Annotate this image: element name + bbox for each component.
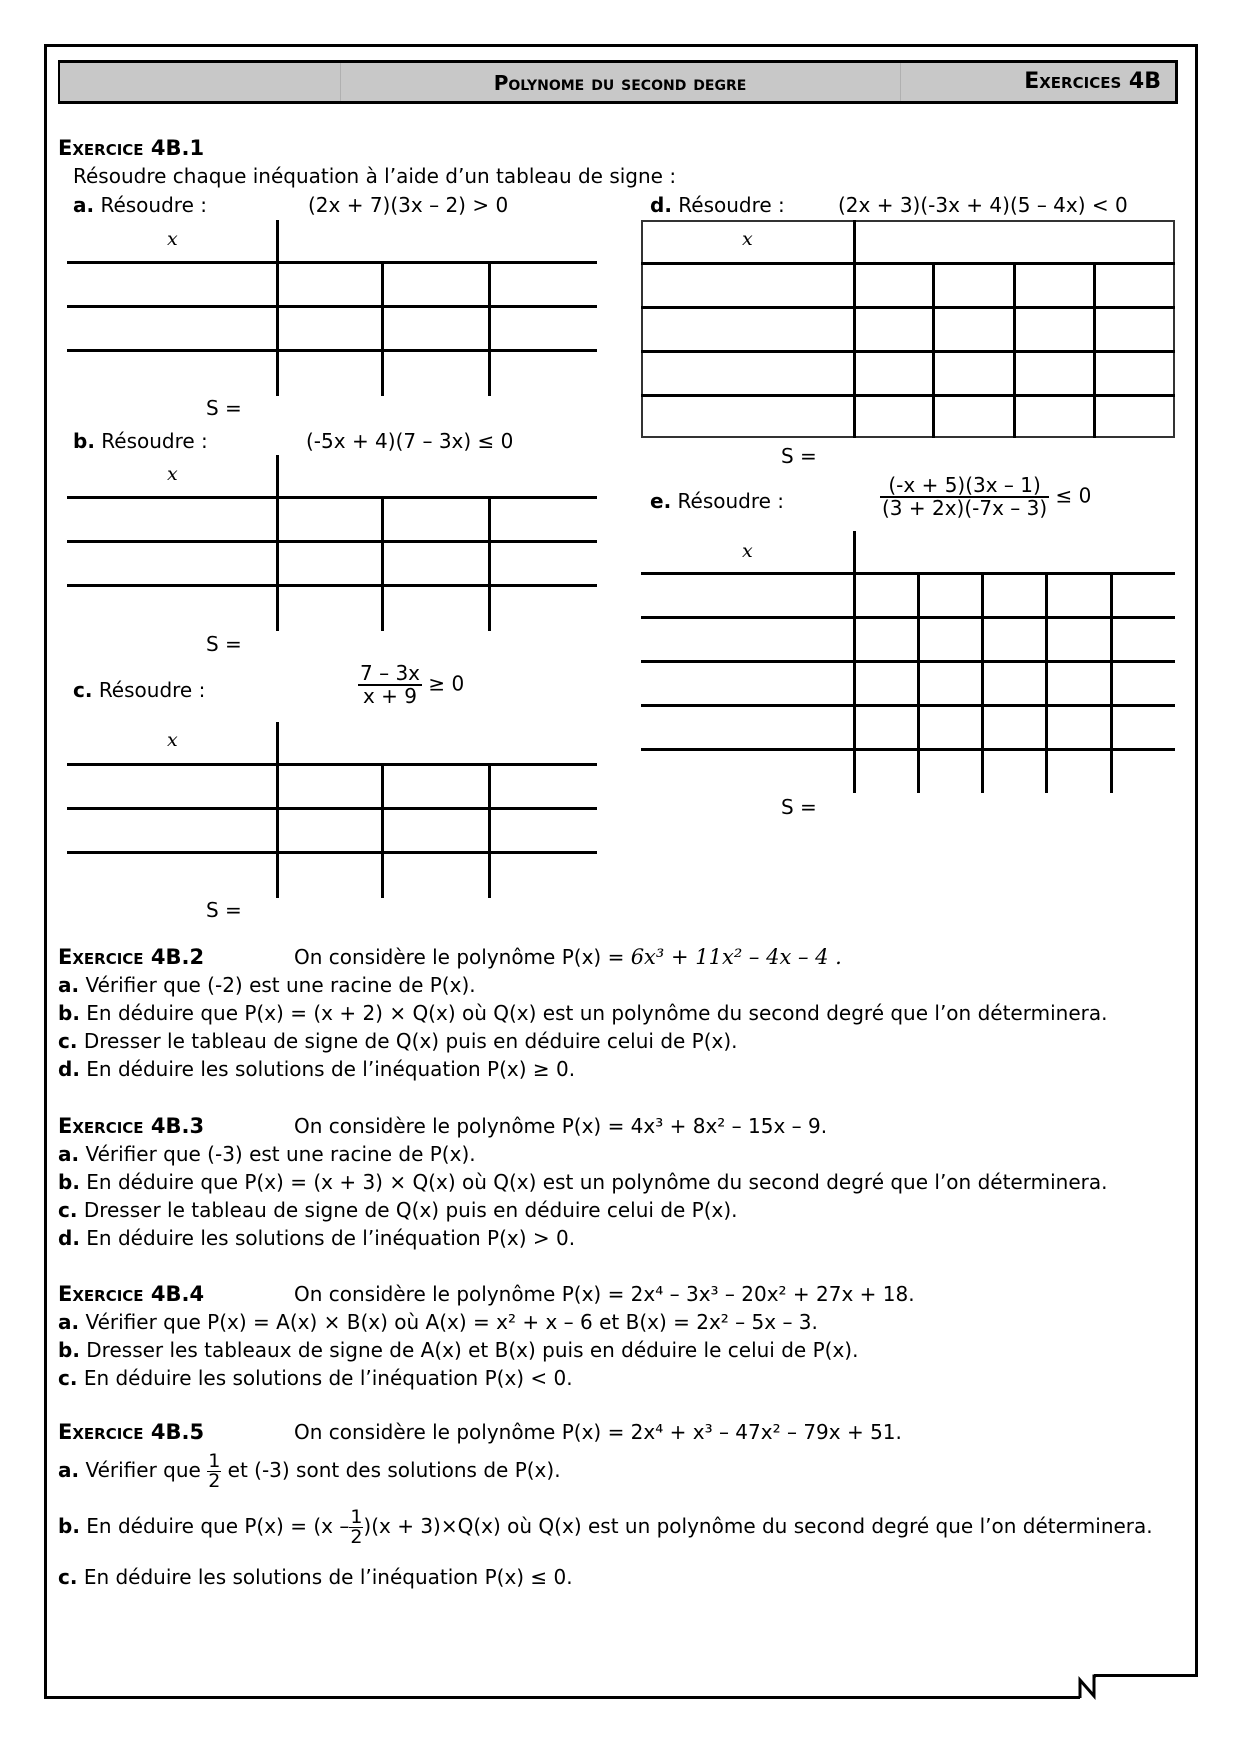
header-exercises-label: Exercices 4B [1024,69,1161,94]
exercise-4b3-line-d: d. En déduire les solutions de l’inéquation P(x) > 0. [58,1226,576,1250]
item-d-inequation: (2x + 3)(-3x + 4)(5 – 4x) < 0 [838,193,1128,217]
item-b-label: b. Résoudre : [73,429,208,453]
page-frame-top [44,44,1198,47]
sign-table-x-label: x [167,463,178,485]
exercise-4b4-line-b: b. Dresser les tableaux de signe de A(x) et B(x) puis en déduire le celui de P(x). [58,1338,859,1362]
solution-set-b: S = [206,632,242,656]
exercise-4b3-line-c: c. Dresser le tableau de signe de Q(x) puis en déduire celui de P(x). [58,1198,738,1222]
page-frame-right [1195,44,1198,1676]
solution-set-e: S = [781,795,817,819]
exercise-4b4-line-a: a. Vérifier que P(x) = A(x) × B(x) où A(x) = x² + x – 6 et B(x) = 2x² – 5x – 3. [58,1310,818,1334]
page-break-zigzag-icon [1076,1670,1100,1702]
page-frame-bottom-right [1094,1674,1198,1677]
exercise-4b1-instruction: Résoudre chaque inéquation à l’aide d’un tableau de signe : [73,164,677,188]
page-frame-bottom [44,1696,1080,1699]
solution-set-c: S = [206,898,242,922]
sign-table-x-label: x [167,228,178,250]
item-c-label: c. Résoudre : [73,678,206,702]
exercise-4b5-line-a: a. Vérifier que $\frac{1}{2}$ et (-3) sont des solutions de P(x). [58,1450,561,1492]
exercise-4b2-line-a: a. Vérifier que (-2) est une racine de P(x). [58,973,476,997]
item-d-label: d. Résoudre : [650,193,785,217]
item-a-inequation: (2x + 7)(3x – 2) > 0 [308,193,509,217]
sign-table-x-label: x [742,228,753,250]
exercise-4b5-line-b: b. En déduire que P(x) = (x – $\frac{1}{2}$ )(x + 3)×Q(x) où Q(x) est un polynôme du second degré que l’on déterminera. [58,1506,1153,1548]
exercise-4b3-title: Exercice 4B.3 [58,1114,205,1138]
exercise-4b2-line-b: b. En déduire que P(x) = (x + 2) × Q(x) où Q(x) est un polynôme du second degré que l’on déterminera. [58,1001,1108,1025]
exercise-4b4-intro: On considère le polynôme P(x) = 2x⁴ – 3x³ – 20x² + 27x + 18. [294,1282,915,1306]
exercise-4b4-line-c: c. En déduire les solutions de l’inéquation P(x) < 0. [58,1366,573,1390]
sign-table-x-label: x [742,540,753,562]
exercise-4b4-title: Exercice 4B.4 [58,1282,205,1306]
header-bar [58,60,1178,104]
sign-table-x-label: x [167,729,178,751]
exercise-4b2-intro: On considère le polynôme P(x) = 6x³ + 11x² – 4x – 4 . [294,945,842,969]
exercise-4b3-line-b: b. En déduire que P(x) = (x + 3) × Q(x) où Q(x) est un polynôme du second degré que l’on déterminera. [58,1170,1108,1194]
item-a-label: a. Résoudre : [73,193,207,217]
exercise-4b2-polynomial: 6x³ + 11x² – 4x – 4 . [630,945,842,969]
solution-set-d: S = [781,444,817,468]
header-title: Polynome du second degre [493,71,747,95]
item-e-label: e. Résoudre : [650,489,785,513]
item-b-inequation: (-5x + 4)(7 – 3x) ≤ 0 [306,429,514,453]
exercise-4b3-intro: On considère le polynôme P(x) = 4x³ + 8x² – 15x – 9. [294,1114,828,1138]
exercise-4b5-title: Exercice 4B.5 [58,1420,205,1444]
solution-set-a: S = [206,396,242,420]
exercise-4b1-title: Exercice 4B.1 [58,136,205,160]
exercise-4b2-line-c: c. Dresser le tableau de signe de Q(x) puis en déduire celui de P(x). [58,1029,738,1053]
item-e-inequation: $\frac{(-x + 5)(3x - 1)}{(3 + 2x)(-7x - 3)}$ ≤ 0 [882,473,1092,520]
exercise-4b5-line-c: c. En déduire les solutions de l’inéquation P(x) ≤ 0. [58,1565,573,1589]
exercise-4b5-intro: On considère le polynôme P(x) = 2x⁴ + x³ – 47x² – 79x + 51. [294,1420,902,1444]
item-c-inequation: $\frac{7 - 3x}{x + 9}$ ≥ 0 [360,661,465,708]
exercise-4b2-title: Exercice 4B.2 [58,945,205,969]
page-frame-left [44,44,47,1698]
exercise-4b3-line-a: a. Vérifier que (-3) est une racine de P(x). [58,1142,476,1166]
exercise-4b2-line-d: d. En déduire les solutions de l’inéquation P(x) ≥ 0. [58,1057,576,1081]
